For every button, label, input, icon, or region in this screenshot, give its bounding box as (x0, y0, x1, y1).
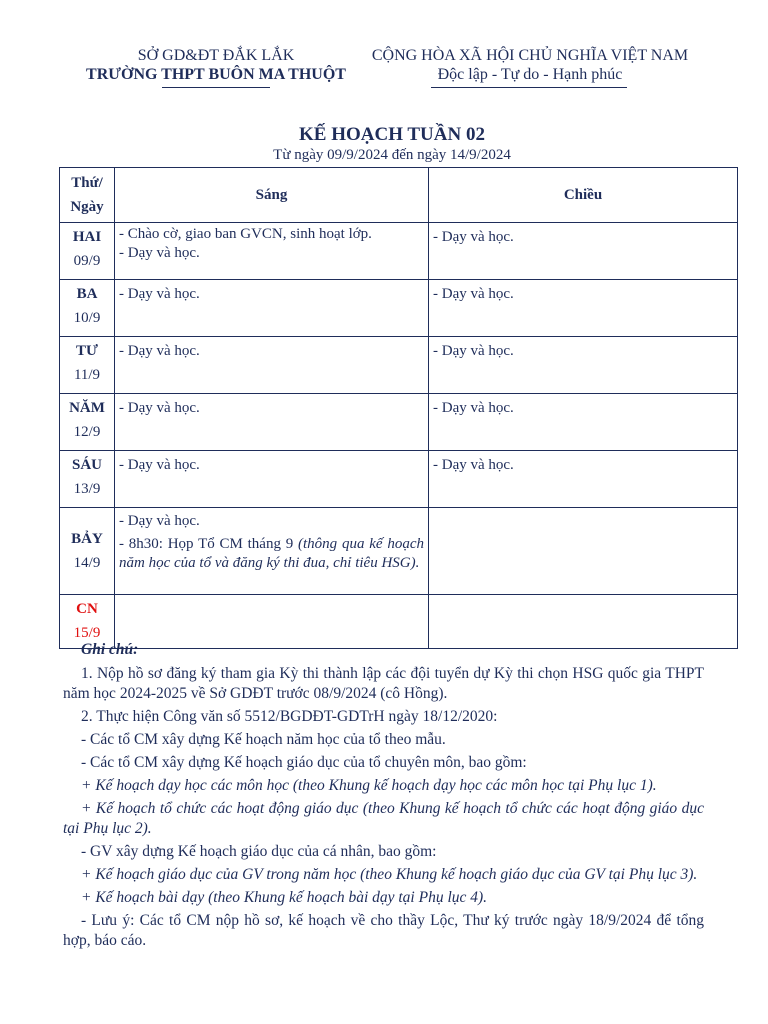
school-name: TRƯỜNG THPT BUÔN MA THUỘT (86, 66, 346, 83)
day-column-header (60, 168, 115, 223)
motto-underline (431, 87, 627, 88)
afternoon-cell (429, 394, 738, 451)
day-name: CN (76, 601, 98, 617)
day-name: HAI (72, 229, 102, 245)
afternoon-activity: - Dạy và học. (433, 343, 514, 359)
day-cell (60, 337, 115, 394)
afternoon-activity: - Dạy và học. (433, 400, 514, 416)
notes-section (63, 640, 704, 954)
morning-activity: - Dạy và học. (119, 343, 200, 359)
note-item: + Kế hoạch dạy học các môn học (theo Khung kế hoạch dạy học các môn học tại Phụ lục 1). (81, 777, 657, 794)
day-cell (60, 451, 115, 508)
table-row (60, 280, 738, 337)
table-row (60, 223, 738, 280)
morning-cell (115, 223, 429, 280)
afternoon-cell (429, 451, 738, 508)
day-header-line2: Ngày (70, 199, 104, 215)
national-motto: Độc lập - Tự do - Hạnh phúc (437, 66, 623, 83)
meeting-time: - 8h30: Họp Tổ CM tháng 9 (119, 536, 299, 552)
day-date: 13/9 (73, 481, 101, 497)
day-date: 15/9 (73, 625, 101, 641)
header-right (352, 46, 708, 84)
page-title: KẾ HOẠCH TUẦN 02 (299, 124, 485, 145)
note-item: - Các tổ CM xây dựng Kế hoạch năm học của tổ theo mẫu. (81, 731, 446, 748)
day-date: 12/9 (73, 424, 101, 440)
table-row (60, 508, 738, 595)
day-date: 14/9 (73, 555, 101, 571)
afternoon-cell (429, 508, 738, 595)
day-name: SÁU (71, 457, 102, 473)
department-name: SỞ GD&ĐT ĐẮK LẮK (137, 47, 295, 64)
day-date: 09/9 (73, 253, 101, 269)
afternoon-cell (429, 337, 738, 394)
afternoon-cell (429, 223, 738, 280)
note-item: + Kế hoạch tổ chức các hoạt động giáo dục (theo Khung kế hoạch tổ chức các hoạt động giáo dục tại Phụ lục 2). (63, 800, 704, 837)
morning-cell (115, 451, 429, 508)
date-range: Từ ngày 09/9/2024 đến ngày 14/9/2024 (273, 147, 511, 163)
morning-cell (115, 508, 429, 595)
afternoon-activity: - Dạy và học. (433, 229, 514, 245)
afternoon-activity: - Dạy và học. (433, 286, 514, 302)
schedule-table (59, 167, 738, 649)
note-item: - Lưu ý: Các tổ CM nộp hồ sơ, kế hoạch về cho thầy Lộc, Thư ký trước ngày 18/9/2024 để tổng hợp, báo cáo. (63, 912, 704, 949)
note-item: 1. Nộp hồ sơ đăng ký tham gia Kỳ thi thành lập các đội tuyển dự Kỳ thi chọn HSG quốc gia THPT năm học 2024-2025 về Sở GDĐT trước 08/9/2024 (cô Hồng). (63, 665, 704, 702)
afternoon-column-header: Chiều (429, 168, 738, 223)
day-name: TƯ (76, 343, 98, 359)
morning-activity: - Dạy và học. (119, 286, 200, 302)
day-cell (60, 280, 115, 337)
morning-activity: - Chào cờ, giao ban GVCN, sinh hoạt lớp. (119, 226, 372, 242)
afternoon-activity: - Dạy và học. (433, 457, 514, 473)
note-item: 2. Thực hiện Công văn số 5512/BGDĐT-GDTrH ngày 18/12/2020: (81, 708, 498, 725)
note-item: + Kế hoạch bài dạy (theo Khung kế hoạch bài dạy tại Phụ lục 4). (81, 889, 488, 906)
note-item: + Kế hoạch giáo dục của GV trong năm học (theo Khung kế hoạch giáo dục của GV tại Phụ lục 3). (81, 866, 698, 883)
day-cell (60, 223, 115, 280)
table-header-row (60, 168, 738, 223)
morning-cell (115, 280, 429, 337)
day-cell (60, 508, 115, 595)
left-header-underline (162, 87, 270, 88)
afternoon-cell (429, 280, 738, 337)
morning-activity: - Dạy và học. (119, 400, 200, 416)
header-left (58, 46, 374, 84)
meeting-activity (119, 535, 424, 573)
notes-heading: Ghi chú: (81, 641, 139, 658)
table-row (60, 394, 738, 451)
day-name: BA (76, 286, 98, 302)
day-cell (60, 394, 115, 451)
table-row (60, 337, 738, 394)
morning-column-header: Sáng (115, 168, 429, 223)
day-header-line1: Thứ/ (71, 175, 103, 191)
note-item: - Các tổ CM xây dựng Kế hoạch giáo dục của tổ chuyên môn, bao gồm: (81, 754, 527, 771)
day-name: NĂM (69, 400, 105, 416)
morning-cell (115, 337, 429, 394)
morning-cell (115, 394, 429, 451)
meeting-detail: (thông qua kế hoạch năm học của tổ và đăng ký thi đua, chỉ tiêu HSG). (119, 536, 424, 571)
day-date: 11/9 (73, 367, 101, 383)
note-item: - GV xây dựng Kế hoạch giáo dục của cá nhân, bao gồm: (81, 843, 437, 860)
national-title: CỘNG HÒA XÃ HỘI CHỦ NGHĨA VIỆT NAM (371, 47, 689, 64)
morning-activity: - Dạy và học. (119, 513, 200, 529)
morning-activity: - Dạy và học. (119, 457, 200, 473)
table-row (60, 451, 738, 508)
day-date: 10/9 (73, 310, 101, 326)
morning-activity: - Dạy và học. (119, 245, 200, 261)
day-name: BẢY (71, 531, 103, 547)
